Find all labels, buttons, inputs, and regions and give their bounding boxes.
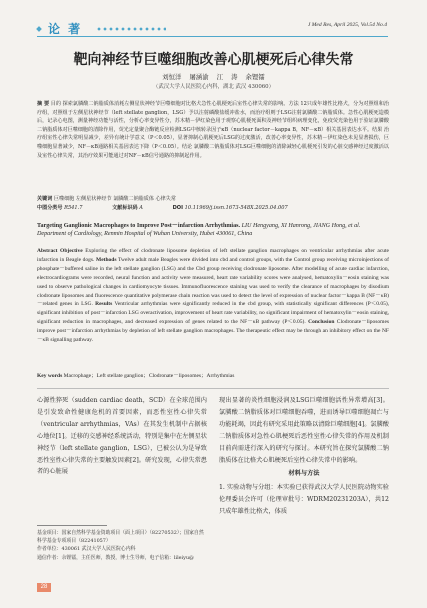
clc-value: R541.7 xyxy=(64,205,83,211)
section-heading: 材料与方法 xyxy=(288,470,320,478)
doc-code-value: A xyxy=(139,205,143,211)
methods-text: Twelve adult male Beagles were divided into cbd and control groups, with the Control group receiving microinjections of phosphate－buffered saline in the left stellate ganglion (LSG) and the Cbd group receiving clodronate liposome. After modelling of acute cardiac infarction, electrocardiograms were recorded, neural function and activity were measured, heart rate variability scores were analysed, hematoxylin－eosin staining was used to observe pathological changes in cardiomyocyte tissues. Immunofluorescence staining was used to verify the clearance of macrophages by disodium clodronate liposomes and fluorescence quantitative polymerase chain reaction was used to detect the level of expression of nuclear factor－kappa B (NF－κB)－related genes in LSG. xyxy=(37,256,389,308)
article-title: 靶向神经节巨噬细胞改善心肌梗死后心律失常 xyxy=(73,52,354,68)
results-text: Ventricular arrhythmias were significantly reduced in the cbd group, with statistically significant differences (P＜0.05), significant inhibition of post－infarction LSG overactivation, improvement of heart rate variability, no significant impairment of hematoxylin－eosin staining, significant reduction in macrophages, and decreased expression of genes related to the NF－κB pathway (P＜0.05). xyxy=(37,301,389,326)
abstract-cn-label: 摘 要 xyxy=(37,101,50,107)
abstract-en xyxy=(37,247,389,371)
journal-header xyxy=(0,0,427,40)
header-rule xyxy=(37,36,388,37)
page-number: 28 xyxy=(37,583,51,592)
doc-code-group xyxy=(112,205,143,211)
keywords-en-text: Macrophage；Left stellate ganglion；Clodronate－liposomes；Arrhythmias xyxy=(63,373,235,379)
diamond-icon xyxy=(36,26,42,32)
doc-code-label: 文献标识码 xyxy=(112,205,138,211)
intro-paragraph: 心源性猝死（sudden cardiac death，SCD）在全球范围内是引发致命性健康危机的首要因素，而恶性室性心律失常（ventricular arrhythmias，VAs）在其发生机制中占据核心地位[1]。迁移的交感神经系统活动，特别是集中在左侧星状神经节（left stellate ganglion，LSG），已被公认为是导致恶性室性心律失常的主要触发因素[2]。研究发现，心律失常患者的心脏展 xyxy=(37,397,207,476)
abstract-cn-text: 目的 探索氯膦酸二钠脂质体消耗左侧星状神经节巨噬细胞对比格犬急性心肌梗死后室性心律失常的影响。方法 12只成年雄性比格犬，分为对照组和治疗组，对照组于左侧星状神经节（left stellate ganglion，LSG）予以注射磷酸盐缓冲盐水，而治疗组则于LSG注射氯膦酸二钠脂质体。急性心肌梗死造模后，记录心电图，测量神经功能与活性，分析心率变异性分，苏木精－伊红染色用于观察心肌梗死面积及神经节组织病理变化，免疫荧光染色用于验证氯膦酸二钠脂质体对巨噬细胞的清除作用，荧光定量聚合酶链反应检测LSG中核转录因子κB（nuclear factor－kappa B，NF－κB）相关基因表达水平。结果 治疗组室性心律失常明显减少，差异有统计学意义（P＜0.05），显著抑制心肌梗死后LSG的过度激活，改善心率变异性，苏木精－伊红染色未见显著损伤，巨噬细胞显著减少，NF－κB通路相关基因表达下降（P＜0.05）。结论 氯膦酸二钠脂质体对LSG巨噬细胞的清除减轻心肌梗死引发的心脏交感神经过度激活以及室性心律失常，其治疗效果可能通过对NF－κB信号通路的抑制起作用。 xyxy=(37,101,389,159)
conclusion-label: Conclusion xyxy=(308,319,335,326)
english-authors: LIU Hengyang, XI Hanrong, JIANG Hong, et al. Department of Cardiology, Renmin Hospital of Wuhan University, Hubei 430061, China xyxy=(37,223,361,238)
footnote-rule xyxy=(37,525,107,526)
keywords-en-label: Key words xyxy=(37,373,63,379)
doi-label: DOI xyxy=(172,205,184,211)
footnote-correspondence: 通信作者：余锂镭，主任医师，教授，博士生导师，电子信箱：lileiyu@ xyxy=(37,554,194,561)
section-title: 论 著 xyxy=(48,22,83,36)
methods-label: Methods xyxy=(96,256,117,263)
abstract-en-label: Abstract xyxy=(37,248,58,254)
footnotes xyxy=(37,529,207,562)
journal-citation: J Med Res, April 2025, Vol.54 No.4 xyxy=(307,22,387,28)
affiliation: （武汉大学人民医院心内科，湖北 武汉 430060） xyxy=(152,84,275,90)
conclusion-text: Clodronate－liposomes improve post－infarction arrhythmias by depletion of left stellate ganglion macrophages. The therapeutic effect may be through an inhibitory effect on the NF－κB signalling pathway. xyxy=(37,319,389,344)
methods-paragraph: 1. 实验动物与分组：本实验已获得武汉大学人民医院动物实验伦理委员会许可（伦理审批号：WDRM20231203A），共12只成年雄性比格犬，体质 xyxy=(219,484,389,516)
abstract-cn xyxy=(37,100,389,195)
english-title: Targeting Ganglionic Macrophages to Improve Post－infarction Arrhythmias. xyxy=(37,223,241,229)
footnote-fund: 基金项目：国家自然科学基金资助项目（面上项目）（82270532）；国家自然科学基金专项项目（82241057） xyxy=(37,530,204,545)
results-label: Results xyxy=(95,301,113,308)
doi-group xyxy=(173,205,288,211)
clc-label: 中图分类号 xyxy=(37,205,63,211)
classification-line xyxy=(37,204,389,213)
objective-text: Exploring the effect of clodronate liposome depletion of left stellate ganglion macrophages on ventricular arrhythmias after acute infarction in Beagle dogs. xyxy=(37,248,389,263)
keywords-cn-label: 关键词 xyxy=(37,196,53,202)
author-list: 刘恒洋 屠涵渝 江 涛 余锂镭 xyxy=(162,73,265,81)
english-title-block xyxy=(37,222,389,239)
keywords-cn xyxy=(37,195,389,204)
clc-group xyxy=(37,205,83,211)
divider xyxy=(37,388,389,389)
keywords-cn-text: 巨噬细胞 左侧星状神经节 氯膦酸二钠脂质体 心律失常 xyxy=(53,196,176,202)
footnote-address: 作者单位：430061 武汉大学人民医院心内科 xyxy=(37,546,136,553)
dotted-ornament xyxy=(96,27,166,31)
objective-label: Objective xyxy=(60,248,83,254)
doi-value: 10.11969/j.issn.1673-548X.2025.04.007 xyxy=(184,205,288,211)
intro-continued: 现出显著的炎性细胞浸润及LSG巨噬细胞活性异常增高[3]。氯膦酸二钠脂质体对巨噬细胞吞噬，进而诱导巨噬细胞凋亡与功能耗竭，因此有研究采用此策略以清除巨噬细胞[4]。氯膦酸二钠脂质体对急性心肌梗死后恶性室性心律失常的作用及机制目前尚需进行深入的研究与探讨。本研究旨在探究氯膦酸二钠脂质体在比格犬心肌梗死后室性心律失常中的影响。 xyxy=(219,397,389,464)
keywords-en xyxy=(37,372,389,381)
body-column-right xyxy=(219,395,389,605)
